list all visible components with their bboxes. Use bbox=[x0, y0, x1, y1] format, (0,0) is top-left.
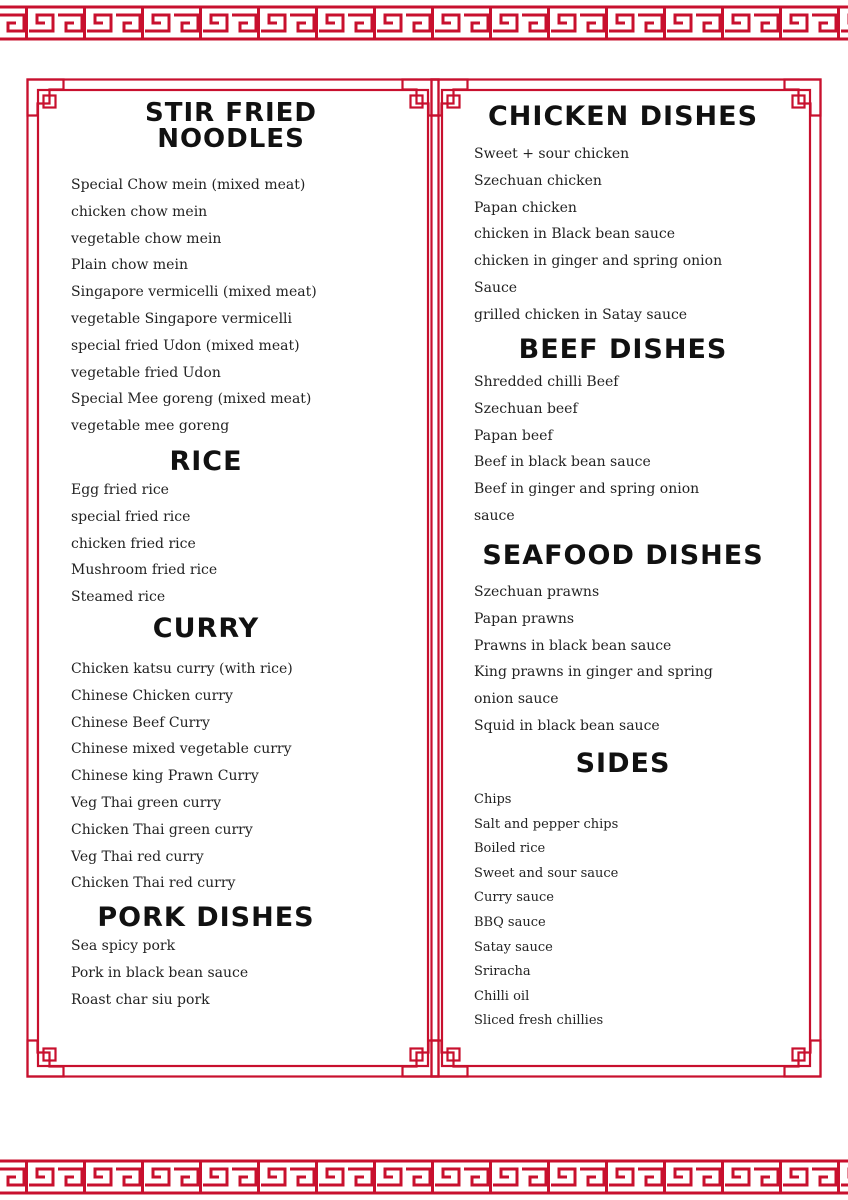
menu-item: Steamed rice bbox=[71, 589, 166, 606]
menu-item: Veg Thai red curry bbox=[71, 848, 204, 865]
menu-item: Shredded chilli Beef bbox=[474, 374, 619, 390]
pork-heading: PORK DISHES bbox=[97, 902, 315, 933]
menu-item: Beef in ginger and spring onion bbox=[474, 481, 700, 498]
menu-item: Beef in black bean sauce bbox=[474, 454, 651, 471]
menu-item: Papan chicken bbox=[474, 199, 577, 216]
menu-item: Chinese Chicken curry bbox=[71, 687, 233, 704]
menu-item: Chicken katsu curry (with rice) bbox=[71, 661, 293, 677]
sides-heading: SIDES bbox=[575, 748, 671, 779]
menu-item: vegetable mee goreng bbox=[71, 418, 230, 435]
menu-item: sauce bbox=[474, 507, 515, 524]
menu-item: Sweet + sour chicken bbox=[474, 146, 630, 162]
menu-item: Chips bbox=[474, 792, 512, 807]
menu-item: Szechuan prawns bbox=[474, 584, 600, 600]
menu-item: Sliced fresh chillies bbox=[474, 1013, 604, 1029]
menu-item: Veg Thai green curry bbox=[71, 794, 221, 811]
bottom-decorative-border bbox=[0, 1158, 848, 1196]
sides-list bbox=[474, 788, 618, 1034]
beef-list bbox=[474, 369, 699, 530]
menu-item: Salt and pepper chips bbox=[474, 816, 619, 832]
seafood-heading: SEAFOOD DISHES bbox=[482, 540, 764, 571]
rice-list bbox=[71, 477, 217, 611]
menu-item: Egg fried rice bbox=[71, 482, 169, 498]
beef-heading: BEEF DISHES bbox=[518, 334, 728, 365]
right-menu-panel bbox=[430, 78, 822, 1078]
menu-item: Papan beef bbox=[474, 427, 553, 444]
menu-item: Szechuan chicken bbox=[474, 172, 602, 189]
menu-item: chicken fried rice bbox=[71, 535, 196, 552]
menu-item: Sweet and sour sauce bbox=[474, 865, 619, 881]
menu-item: chicken in Black bean sauce bbox=[474, 226, 675, 243]
menu-item: Chinese mixed vegetable curry bbox=[71, 741, 292, 758]
menu-item: Pork in black bean sauce bbox=[71, 964, 249, 981]
menu-item: vegetable chow mein bbox=[71, 230, 222, 247]
menu-item: chicken in ginger and spring onion bbox=[474, 253, 723, 270]
menu-item: Chicken Thai green curry bbox=[71, 821, 253, 838]
menu-item: Singapore vermicelli (mixed meat) bbox=[71, 284, 317, 301]
menu-item: Chinese king Prawn Curry bbox=[71, 768, 259, 785]
menu-item: Special Mee goreng (mixed meat) bbox=[71, 391, 312, 408]
curry-list bbox=[71, 656, 293, 897]
top-decorative-border bbox=[0, 4, 848, 42]
menu-item: Sriracha bbox=[474, 964, 531, 980]
menu-item: King prawns in ginger and spring bbox=[474, 664, 713, 681]
menu-item: special fried rice bbox=[71, 508, 191, 525]
menu-item: special fried Udon (mixed meat) bbox=[71, 337, 300, 354]
menu-item: chicken chow mein bbox=[71, 203, 208, 220]
seafood-list bbox=[474, 579, 713, 740]
menu-item: vegetable fried Udon bbox=[71, 364, 221, 381]
menu-item: Curry sauce bbox=[474, 890, 554, 906]
menu-item: Satay sauce bbox=[474, 939, 553, 955]
menu-item: Chicken Thai red curry bbox=[71, 875, 236, 892]
chicken-heading: CHICKEN DISHES bbox=[487, 101, 759, 132]
menu-item: Sea spicy pork bbox=[71, 938, 176, 954]
menu-item: Papan prawns bbox=[474, 610, 575, 627]
menu-item: Roast char siu pork bbox=[71, 991, 210, 1008]
curry-heading: CURRY bbox=[152, 613, 260, 644]
pork-list bbox=[71, 933, 248, 1013]
menu-item: Sauce bbox=[474, 279, 518, 296]
menu-item: Squid in black bean sauce bbox=[474, 717, 660, 734]
menu-item: onion sauce bbox=[474, 691, 559, 708]
menu-item: Chinese Beef Curry bbox=[71, 714, 210, 731]
menu-item: Boiled rice bbox=[474, 841, 546, 857]
menu-item: Chilli oil bbox=[474, 988, 530, 1004]
noodles-heading: STIR FRIED NOODLES bbox=[144, 98, 317, 154]
menu-item: grilled chicken in Satay sauce bbox=[474, 306, 688, 323]
menu-item: Special Chow mein (mixed meat) bbox=[71, 177, 306, 193]
menu-item: Szechuan beef bbox=[474, 400, 578, 417]
menu-item: Prawns in black bean sauce bbox=[474, 637, 672, 654]
left-menu-panel bbox=[26, 78, 440, 1078]
menu-item: BBQ sauce bbox=[474, 914, 546, 930]
rice-heading: RICE bbox=[169, 446, 243, 477]
menu-item: Mushroom fried rice bbox=[71, 562, 218, 579]
menu-item: Plain chow mein bbox=[71, 257, 188, 274]
chicken-list bbox=[474, 141, 722, 329]
noodles-list bbox=[71, 172, 317, 440]
menu-item: vegetable Singapore vermicelli bbox=[71, 310, 292, 327]
